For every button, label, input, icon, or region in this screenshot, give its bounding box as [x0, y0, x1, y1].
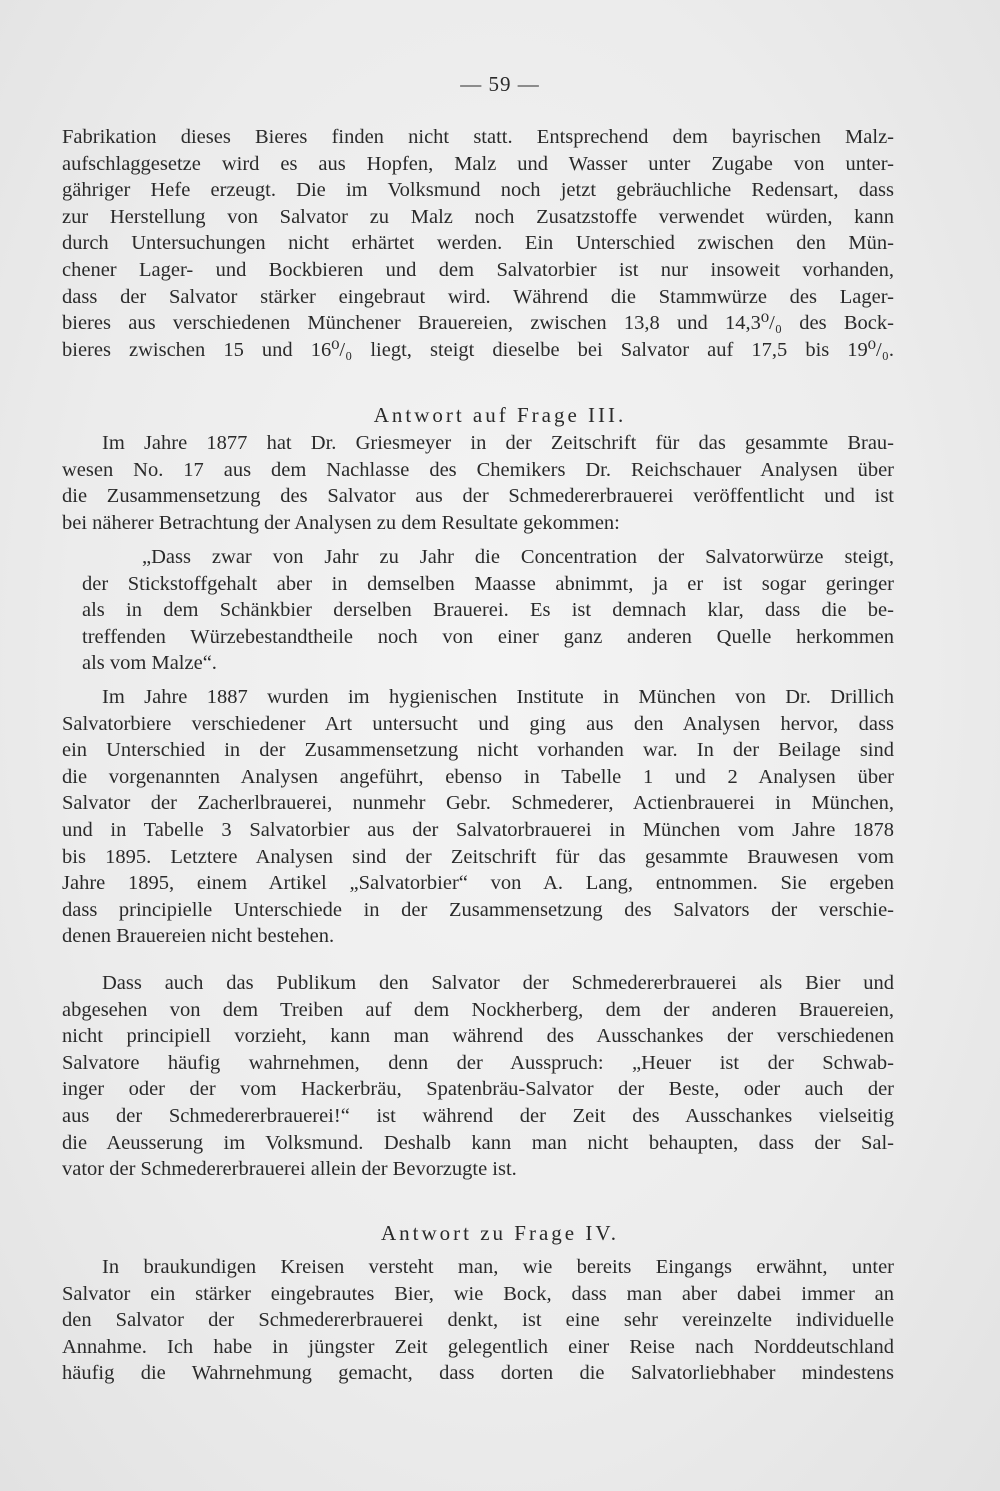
text-line: „Dass zwar von Jahr zu Jahr die Concentration der Salvatorwürze steigt,	[142, 546, 894, 568]
paragraph-4	[62, 970, 894, 1183]
text-line: als vom Malze“.	[82, 652, 217, 675]
text-line: inger oder der vom Hackerbräu, Spatenbräu-Salvator der Beste, oder auch der	[62, 1078, 894, 1101]
text-line: bieres zwischen 15 und 16⁰/₀ liegt, steigt dieselbe bei Salvator auf 17,5 bis 19⁰/₀.	[62, 338, 894, 361]
text-line: Salvator der Zacherlbrauerei, nunmehr Gebr. Schmederer, Actienbrauerei in München,	[62, 792, 894, 815]
text-line: durch Untersuchungen nicht erhärtet werden. Ein Unterschied zwischen den Mün-	[62, 232, 894, 255]
text-line: vator der Schmedererbrauerei allein der Bevorzugte ist.	[62, 1158, 517, 1181]
text-line: dass der Salvator stärker eingebraut wird. Während die Stammwürze des Lager-	[62, 285, 894, 308]
text-line: als in dem Schänkbier derselben Brauerei. Es ist demnach klar, dass die be-	[82, 599, 894, 622]
text-line: bieres aus verschiedenen Münchener Brauereien, zwischen 13,8 und 14,3⁰/₀ des Bock-	[62, 312, 894, 335]
paragraph-5	[62, 1254, 894, 1387]
text-line: abgesehen von dem Treiben auf dem Nockherberg, dem der anderen Brauereien,	[62, 998, 894, 1021]
text-line: chener Lager- und Bockbieren und dem Salvatorbier ist nur insoweit vorhanden,	[62, 258, 894, 281]
text-line: der Stickstoffgehalt aber in demselben Maasse abnimmt, ja er ist sogar geringer	[82, 572, 894, 595]
text-line: den Salvator der Schmedererbrauerei denkt, ist eine sehr vereinzelte individuelle	[62, 1309, 894, 1332]
text-line: Im Jahre 1877 hat Dr. Griesmeyer in der Zeitschrift für das gesammte Brau-	[102, 432, 894, 454]
text-line: Salvatorbiere verschiedener Art untersucht und ging aus den Analysen hervor, dass	[62, 712, 894, 735]
text-line: treffenden Würzebestandtheile noch von einer ganz anderen Quelle herkommen	[82, 625, 894, 648]
text-line: aus der Schmedererbrauerei!“ ist während der Zeit des Ausschankes vielseitig	[62, 1104, 894, 1127]
text-line: In braukundigen Kreisen versteht man, wie bereits Eingangs erwähnt, unter	[102, 1256, 894, 1278]
text-line: denen Brauereien nicht bestehen.	[62, 925, 335, 948]
text-line: Fabrikation dieses Bieres finden nicht statt. Entsprechend dem bayrischen Malz-	[62, 126, 894, 148]
text-line: ein Unterschied in der Zusammensetzung nicht vorhanden war. In der Beilage sind	[62, 739, 894, 762]
text-line: die vorgenannten Analysen angeführt, ebenso in Tabelle 1 und 2 Analysen über	[62, 765, 894, 788]
section-heading-frage-iii: Antwort auf Frage III.	[373, 403, 627, 427]
text-line: dass principielle Unterschiede in der Zusammensetzung des Salvators der verschie-	[62, 898, 894, 921]
text-line: nicht principiell vorzieht, kann man während des Ausschankes der verschiedenen	[62, 1025, 894, 1048]
text-line: Im Jahre 1887 wurden im hygienischen Institute in München von Dr. Drillich	[102, 686, 894, 708]
text-line: und in Tabelle 3 Salvatorbier aus der Salvatorbrauerei in München vom Jahre 1878	[62, 818, 894, 841]
text-line: Dass auch das Publikum den Salvator der Schmedererbrauerei als Bier und	[102, 972, 894, 994]
text-line: Salvatore häufig wahrnehmen, denn der Ausspruch: „Heuer ist der Schwab-	[62, 1051, 894, 1074]
text-line: Jahre 1895, einem Artikel „Salvatorbier“ von A. Lang, entnommen. Sie ergeben	[62, 872, 894, 895]
text-line: bei näherer Betrachtung der Analysen zu dem Resultate gekommen:	[62, 511, 620, 534]
paragraph-3	[62, 684, 894, 950]
page-number: — 59 —	[460, 72, 540, 96]
text-line: Annahme. Ich habe in jüngster Zeit gelegentlich einer Reise nach Norddeutschland	[62, 1335, 894, 1358]
paragraph-1	[62, 124, 894, 363]
text-line: häufig die Wahrnehmung gemacht, dass dorten die Salvatorliebhaber mindestens	[62, 1362, 894, 1385]
text-line: Salvator ein stärker eingebrautes Bier, wie Bock, dass man aber dabei immer an	[62, 1282, 894, 1305]
text-line: aufschlaggesetze wird es aus Hopfen, Malz und Wasser unter Zugabe von unter-	[62, 152, 894, 175]
quotation	[62, 544, 894, 677]
text-line: bis 1895. Letztere Analysen sind der Zeitschrift für das gesammte Brauwesen vom	[62, 845, 894, 868]
text-line: wesen No. 17 aus dem Nachlasse des Chemikers Dr. Reichschauer Analysen über	[62, 458, 894, 481]
text-line: die Zusammensetzung des Salvator aus der Schmedererbrauerei veröffentlicht und ist	[62, 485, 894, 508]
text-line: zur Herstellung von Salvator zu Malz noch Zusatzstoffe verwendet würden, kann	[62, 205, 894, 228]
section-heading-frage-iv: Antwort zu Frage IV.	[380, 1221, 620, 1245]
paragraph-2	[62, 430, 894, 536]
text-line: die Aeusserung im Volksmund. Deshalb kann man nicht behaupten, dass der Sal-	[62, 1131, 894, 1154]
text-line: gähriger Hefe erzeugt. Die im Volksmund noch jetzt gebräuchliche Redensart, dass	[62, 179, 894, 202]
